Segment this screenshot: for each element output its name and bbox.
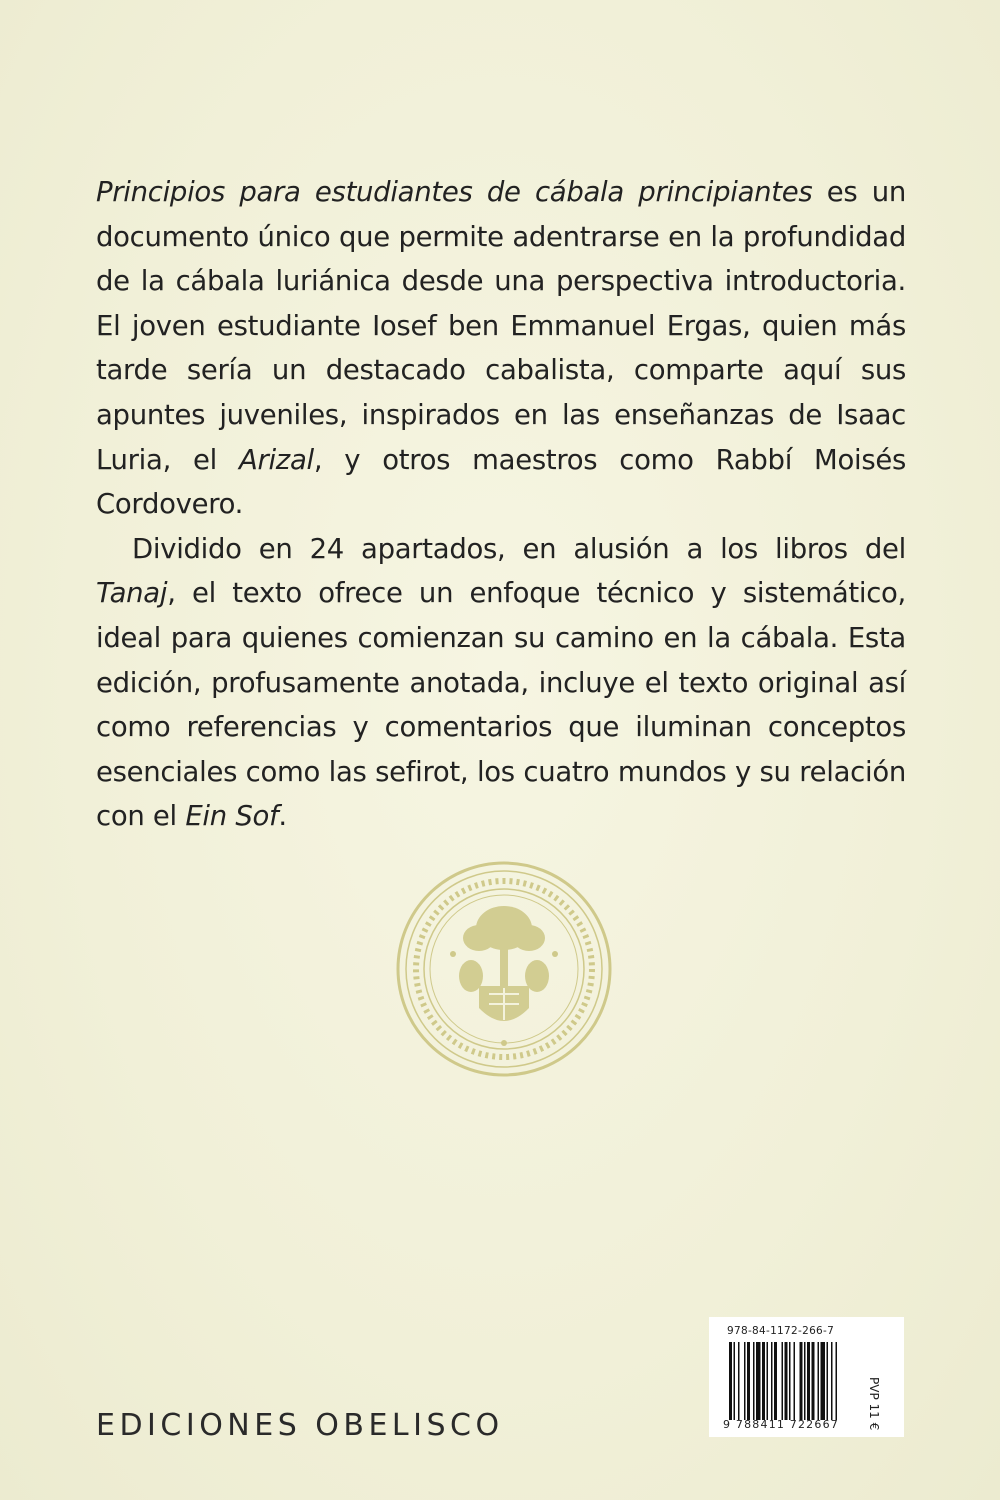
- blurb-italic-term: Tanaj: [96, 577, 168, 610]
- blurb-text: , y otros maestros como Rabbí Moisés Cordovero.: [96, 443, 906, 521]
- blurb-paragraph-1: [96, 170, 906, 527]
- ean-number: 9 788411 722667: [723, 1418, 839, 1431]
- publisher-name: EDICIONES OBELISCO: [96, 1408, 504, 1443]
- blurb-paragraph-2: [96, 527, 906, 839]
- book-title-italic: Principios para estudiantes de cábala principiantes: [96, 176, 813, 208]
- back-cover-blurb: [96, 170, 906, 839]
- blurb-italic-term: Arizal: [238, 443, 314, 476]
- blurb-italic-term: Ein Sof: [185, 800, 279, 833]
- isbn-number: 978-84-1172-266-7: [727, 1325, 835, 1337]
- blurb-text: .: [278, 800, 287, 833]
- barcode-icon: [729, 1342, 879, 1420]
- blurb-text: Dividido en 24 apartados, en alusión a los libros del: [132, 532, 906, 565]
- blurb-text: , el texto ofrece un enfoque técnico y sistemático, ideal para quienes comienzan su camino en la cábala. Esta edición, profusamente anotada, incluye el texto original así como referencias y comentarios que iluminan conceptos esenciales como las sefirot, los cuatro mundos y su relación con el: [96, 577, 906, 833]
- price-label: PVP 11 €: [867, 1377, 881, 1431]
- blurb-text: es un documento único que permite adentrarse en la profundidad de la cábala luriánica desde una perspectiva introductoria. El joven estudiante Iosef ben Emmanuel Ergas, quien más tarde sería un destacado cabalista, comparte aquí sus apuntes juveniles, inspirados en las enseñanzas de Isaac Luria, el: [96, 176, 906, 476]
- printer-mark-emblem-icon: [393, 858, 615, 1080]
- barcode-label: [709, 1317, 904, 1437]
